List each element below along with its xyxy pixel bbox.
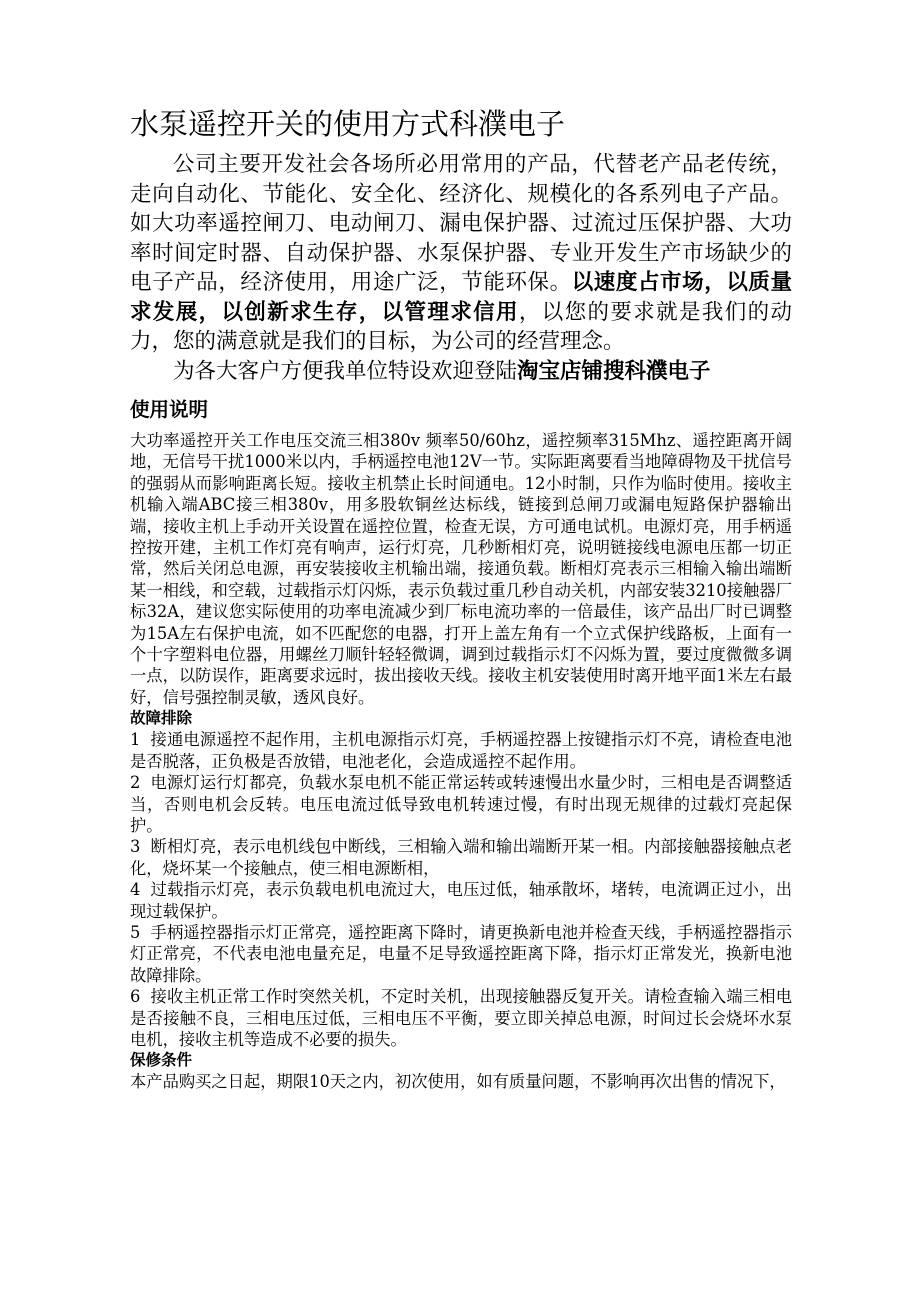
list-item-text: 接收主机正常工作时突然关机，不定时关机，出现接触器反复开关。请检查输入端三相电是否接触不良，三相电压过低，三相电压不平衡，要立即关掉总电源，时间过长会烧坏水泵电机，接收主机等造成不必要的损失。 (130, 987, 792, 1049)
list-item-number: 6 (130, 987, 141, 1007)
shop-name-bold: 淘宝店铺搜科濮电子 (517, 358, 711, 384)
shop-notice-text: 为各大客户方便我单位特设欢迎登陆 (173, 358, 518, 384)
troubleshooting-heading: 故障排除 (130, 709, 193, 728)
warranty-body: 本产品购买之日起，期限10天之内，初次使用，如有质量问题，不影响再次出售的情况下， (130, 1072, 786, 1092)
intro-paragraph-1 (130, 150, 792, 357)
list-item-number: 3 (130, 837, 141, 857)
warranty-heading: 保修条件 (130, 1051, 193, 1070)
list-item (130, 836, 792, 879)
list-item-text: 电源灯运行灯都亮，负载水泵电机不能正常运转或转速慢出水量少时，三相电是否调整适当，否则电机会反转。电压电流过低导致电机转速过慢，有时出现无规律的过载灯亮起保护。 (130, 773, 792, 835)
list-item-text: 接通电源遥控不起作用，主机电源指示灯亮，手柄遥控器上按键指示灯不亮，请检查电池是否脱落，正负极是否放错，电池老化，会造成遥控不起作用。 (130, 730, 792, 771)
intro-paragraph-2 (130, 357, 792, 387)
list-item (130, 772, 792, 836)
list-item (130, 729, 792, 772)
list-item-text: 断相灯亮，表示电机线包中断线，三相输入端和输出端断开某一相。内部接触器接触点老化，烧坏某一个接触点，使三相电源断相， (130, 837, 792, 878)
intro-text-part-1: 公司主要开发社会各场所必用常用的产品，代替老产品老传统，走向自动化、节能化、安全化、经济化、规模化的各系列电子产品。如大功率遥控闸刀、电动闸刀、漏电保护器、过流过压保护器、大功率时间定时器、自动保护器、水泵保护器、专业开发生产市场缺少的电子产品，经济使用，用途广泛，节能环保。 (130, 152, 792, 295)
instructions-heading: 使用说明 (130, 398, 209, 421)
document-title: 水泵遥控开关的使用方式科濮电子 (130, 107, 566, 141)
list-item-number: 1 (130, 730, 141, 750)
list-item-number: 5 (130, 922, 141, 942)
list-item-text: 手柄遥控器指示灯正常亮，遥控距离下降时，请更换新电池并检查天线，手柄遥控器指示灯正常亮，不代表电池电量充足，电量不足导致遥控距离下降，指示灯正常发光，换新电池故障排除。 (130, 922, 792, 985)
instructions-body: 大功率遥控开关工作电压交流三相380v 频率50/60hz，遥控频率315Mhz、遥控距离开阔地，无信号干扰1000米以内，手柄遥控电池12V一节。实际距离要看当地障碍物及干扰信号的强弱从而影响距离长短。接收主机禁止长时间通电。12小时制，只作为临时使用。接收主机输入端ABC接三相380v，用多股软铜丝达标线，链接到总闸刀或漏电短路保护器输出端，接收主机上手动开关设置在遥控位置，检查无误，方可通电试机。电源灯亮，用手柄遥控按开建，主机工作灯亮有响声，运行灯亮，几秒断相灯亮，说明链接线电源电压都一切正常，然后关闭总电源，再安装接收主机输出端，接通负载。断相灯亮表示三相输入输出端断某一相线，和空载，过载指示灯闪烁，表示负载过重几秒自动关机，内部安装3210接触器厂标32A，建议您实际使用的功率电流减少到厂标电流功率的一倍最佳，该产品出厂时已调整为15A左右保护电流，如不匹配您的电器，打开上盖左角有一个立式保护线路板，上面有一个十字塑料电位器，用螺丝刀顺针轻轻微调，调到过载指示灯不闪烁为置，要过度微微多调一点，以防误作，距离要求远时，拔出接收天线。接收主机安装使用时离开地平面1米左右最好，信号强控制灵敏，透风良好。 (130, 431, 792, 707)
intro-text-part-2: ，以您的要求就是我们的动力，您的满意就是我们的目标，为公司的经营理念。 (130, 299, 792, 354)
list-item (130, 986, 792, 1050)
list-item (130, 879, 792, 922)
list-item-text: 过载指示灯亮，表示负载电机电流过大，电压过低，轴承散坏，堵转，电流调正过小，出现过载保护。 (130, 880, 792, 921)
document-content (130, 104, 792, 1093)
intro-section (130, 150, 792, 386)
list-item-number: 4 (130, 880, 141, 900)
list-item-number: 2 (130, 773, 141, 793)
intro-slogan-bold: 以速度占市场，以质量求发展，以创新求生存，以管理求信用 (130, 270, 792, 325)
list-item (130, 922, 792, 986)
